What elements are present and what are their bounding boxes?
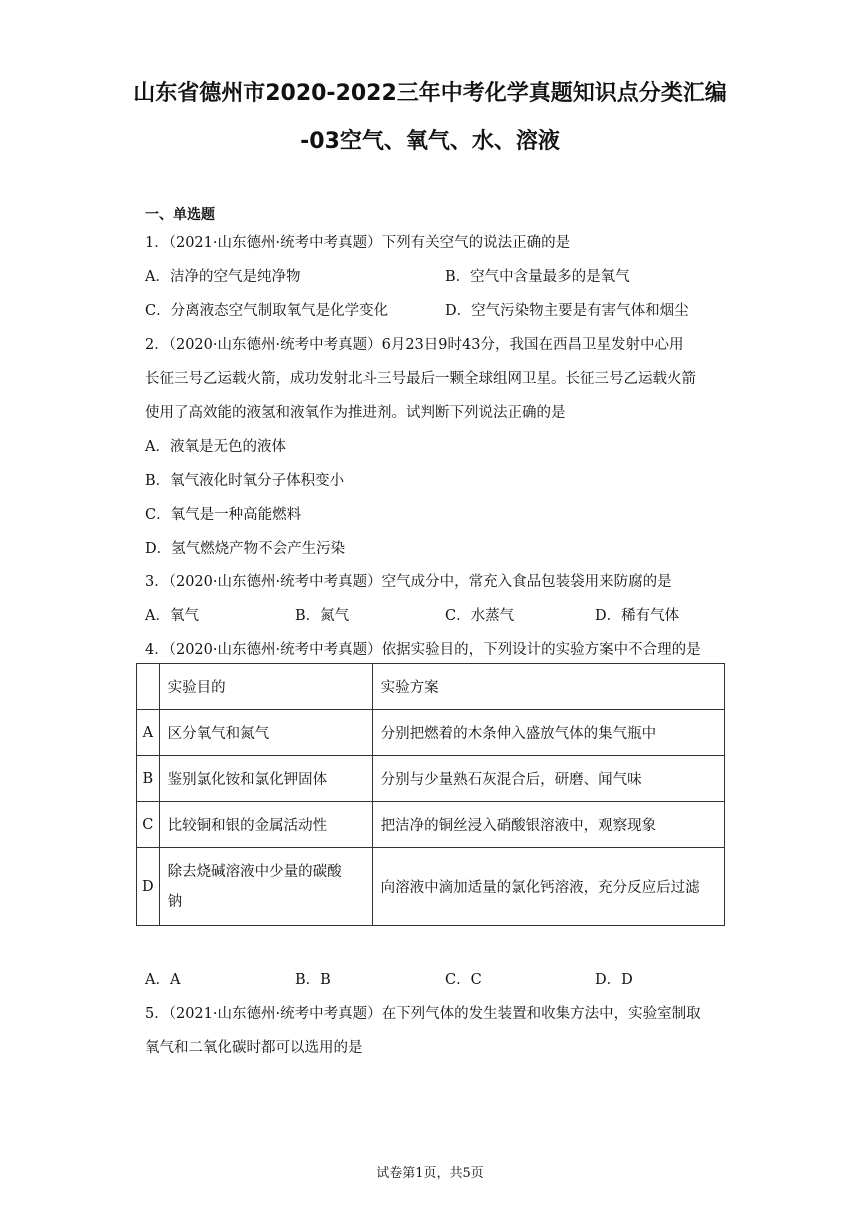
question-4-option-d: D．D	[595, 972, 633, 988]
table-header-cell	[137, 664, 160, 710]
question-3-option-b: B．氮气	[295, 608, 350, 624]
table-cell-method: 向溶液中滴加适量的氯化钙溶液，充分反应后过滤	[372, 848, 724, 926]
question-2-stem-line-3: 使用了高效能的液氢和液氧作为推进剂。试判断下列说法正确的是	[145, 405, 566, 421]
page-footer: 试卷第1页，共5页	[376, 1166, 484, 1181]
table-cell-method: 把洁净的铜丝浸入硝酸银溶液中，观察现象	[372, 802, 724, 848]
table-row	[137, 848, 725, 926]
table-cell-purpose: 鉴别氯化铵和氯化钾固体	[159, 756, 372, 802]
question-1-option-b: B．空气中含量最多的是氧气	[445, 269, 630, 285]
table-cell-purpose-line-2: 钠	[167, 893, 183, 910]
table-cell-label: B	[137, 756, 160, 802]
question-5-stem-line-2: 氧气和二氧化碳时都可以选用的是	[145, 1040, 363, 1056]
table-cell-label: C	[137, 802, 160, 848]
question-1-option-c: C．分离液态空气制取氧气是化学变化	[145, 303, 389, 319]
table-header-row	[137, 664, 725, 710]
table-cell-purpose-line-1: 除去烧碱溶液中少量的碳酸	[167, 863, 342, 880]
table-row	[137, 802, 725, 848]
question-2-option-b: B．氧气液化时氧分子体积变小	[145, 473, 345, 489]
experiment-table	[136, 663, 725, 926]
question-2-option-d: D．氢气燃烧产物不会产生污染	[145, 541, 346, 557]
document-title-line-2: -03空气、氧气、水、溶液	[300, 129, 560, 154]
table-row	[137, 756, 725, 802]
question-3-stem: 3．（2020·山东德州·统考中考真题）空气成分中，常充入食品包装袋用来防腐的是	[145, 574, 672, 590]
question-2-option-c: C．氧气是一种高能燃料	[145, 507, 302, 523]
question-1-option-d: D．空气污染物主要是有害气体和烟尘	[445, 303, 689, 319]
table-cell-label: A	[137, 710, 160, 756]
question-4-stem: 4．（2020·山东德州·统考中考真题）依据实验目的，下列设计的实验方案中不合理的是	[145, 642, 701, 658]
question-5-stem-line-1: 5．（2021·山东德州·统考中考真题）在下列气体的发生装置和收集方法中，实验室制取	[145, 1006, 701, 1022]
table-header-cell: 实验目的	[159, 664, 372, 710]
question-2-stem-line-2: 长征三号乙运载火箭，成功发射北斗三号最后一颗全球组网卫星。长征三号乙运载火箭	[145, 371, 696, 387]
question-1-stem: 1．（2021·山东德州·统考中考真题）下列有关空气的说法正确的是	[145, 235, 571, 251]
table-cell-purpose: 比较铜和银的金属活动性	[159, 802, 372, 848]
table-cell-purpose: 区分氧气和氮气	[159, 710, 372, 756]
question-2-option-a: A．液氧是无色的液体	[145, 439, 286, 455]
table-cell-method: 分别把燃着的木条伸入盛放气体的集气瓶中	[372, 710, 724, 756]
question-4-option-b: B．B	[295, 972, 331, 988]
table-header-cell: 实验方案	[372, 664, 724, 710]
question-3-option-d: D．稀有气体	[595, 608, 680, 624]
table-cell-method: 分别与少量熟石灰混合后，研磨、闻气味	[372, 756, 724, 802]
table-row	[137, 710, 725, 756]
table-cell-purpose	[159, 848, 372, 926]
question-3-option-a: A．氧气	[145, 608, 199, 624]
question-1-option-a: A．洁净的空气是纯净物	[145, 269, 301, 285]
question-4-option-a: A．A	[145, 972, 181, 988]
question-2-stem-line-1: 2．（2020·山东德州·统考中考真题）6月23日9时43分，我国在西昌卫星发射中心用	[145, 337, 684, 353]
question-3-option-c: C．水蒸气	[445, 608, 515, 624]
section-heading: 一、单选题	[145, 207, 215, 223]
table-cell-label: D	[137, 848, 160, 926]
question-4-option-c: C．C	[445, 972, 482, 988]
document-title-line-1: 山东省德州市2020-2022三年中考化学真题知识点分类汇编	[133, 81, 727, 106]
